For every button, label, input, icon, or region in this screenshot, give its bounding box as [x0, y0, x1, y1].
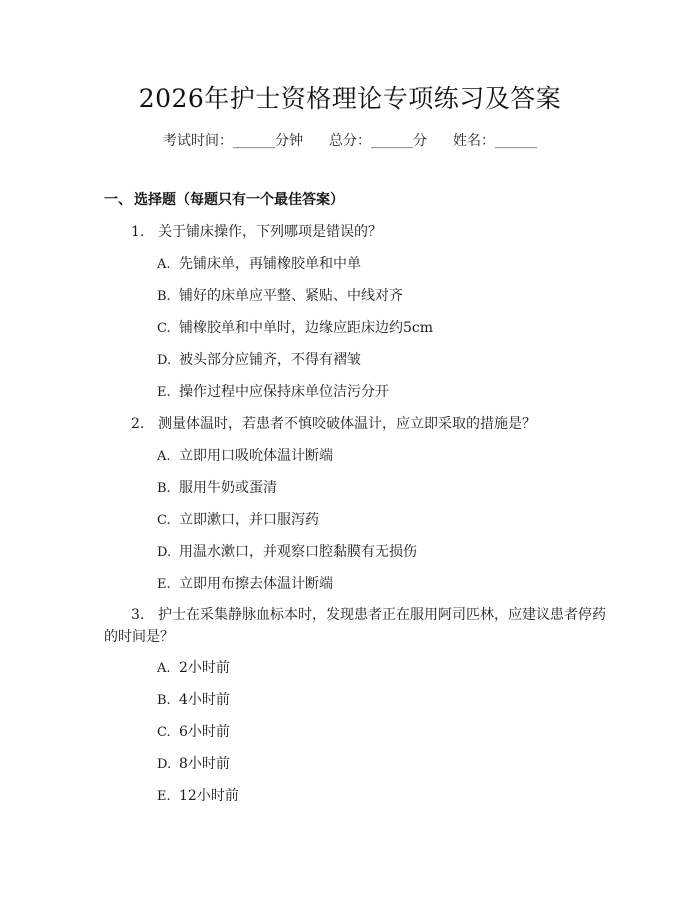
- option-text: 8小时前: [179, 756, 230, 772]
- question-number: 3.: [131, 607, 145, 623]
- option-text: 4小时前: [179, 692, 230, 708]
- option-letter: C.: [157, 513, 171, 528]
- option-3a: [157, 658, 230, 679]
- question-2: [131, 413, 536, 435]
- option-2a: [157, 446, 333, 467]
- option-letter: A.: [157, 661, 171, 676]
- option-3b: [157, 690, 230, 711]
- question-3: [131, 604, 606, 626]
- option-letter: D.: [157, 757, 172, 772]
- option-2d: [157, 542, 417, 563]
- option-text: 2小时前: [179, 660, 230, 676]
- total-score-field: 总分：______分: [329, 133, 427, 149]
- section-heading: [104, 189, 344, 211]
- option-text: 操作过程中应保持床单位洁污分开: [179, 384, 389, 400]
- option-letter: B.: [157, 289, 171, 304]
- option-2e: [157, 574, 333, 595]
- option-text: 铺橡胶单和中单时，边缘应距床边约5cm: [179, 320, 434, 336]
- option-3e: [157, 786, 239, 807]
- option-letter: C.: [157, 725, 171, 740]
- question-3-continuation: [104, 626, 174, 648]
- option-text: 6小时前: [179, 724, 230, 740]
- option-text: 立即用口吸吮体温计断端: [179, 448, 333, 464]
- option-1c: [157, 318, 433, 339]
- name-field: 姓名：______: [453, 133, 537, 149]
- question-text: 关于铺床操作，下列哪项是错误的？: [158, 224, 382, 240]
- option-letter: E.: [157, 789, 171, 804]
- option-text: 服用牛奶或蛋清: [179, 480, 277, 496]
- option-text: 立即漱口，并口服泻药: [179, 512, 319, 528]
- option-letter: A.: [157, 257, 171, 272]
- question-1: [131, 221, 382, 243]
- option-letter: B.: [157, 693, 171, 708]
- question-number: 2.: [131, 416, 145, 432]
- option-1d: [157, 350, 361, 371]
- option-3c: [157, 722, 230, 743]
- option-letter: C.: [157, 321, 171, 336]
- section-number: 一、: [104, 192, 132, 208]
- page-title: 2026年护士资格理论专项练习及答案: [138, 84, 562, 113]
- option-1b: [157, 286, 403, 307]
- option-3d: [157, 754, 230, 775]
- option-letter: E.: [157, 385, 171, 400]
- option-letter: D.: [157, 353, 172, 368]
- question-number: 1.: [131, 224, 145, 240]
- option-1e: [157, 382, 389, 403]
- option-letter: D.: [157, 545, 172, 560]
- option-text: 用温水漱口，并观察口腔黏膜有无损伤: [179, 544, 417, 560]
- option-text: 立即用布擦去体温计断端: [179, 576, 333, 592]
- option-text: 12小时前: [179, 788, 239, 804]
- option-text: 铺好的床单应平整、紧贴、中线对齐: [179, 288, 403, 304]
- option-letter: E.: [157, 577, 171, 592]
- exam-time-field: 考试时间：______分钟: [163, 133, 303, 149]
- option-letter: A.: [157, 449, 171, 464]
- option-2b: [157, 478, 277, 499]
- option-2c: [157, 510, 319, 531]
- option-1a: [157, 254, 361, 275]
- option-text: 先铺床单，再铺橡胶单和中单: [179, 256, 361, 272]
- question-text: 测量体温时，若患者不慎咬破体温计，应立即采取的措施是？: [158, 416, 536, 432]
- option-letter: B.: [157, 481, 171, 496]
- question-text-line2: 的时间是？: [104, 629, 174, 645]
- section-label: 选择题（每题只有一个最佳答案）: [134, 192, 344, 208]
- option-text: 被头部分应铺齐，不得有褶皱: [179, 352, 361, 368]
- question-text-line1: 护士在采集静脉血标本时，发现患者正在服用阿司匹林，应建议患者停药: [158, 607, 606, 623]
- exam-info-line: [0, 131, 700, 151]
